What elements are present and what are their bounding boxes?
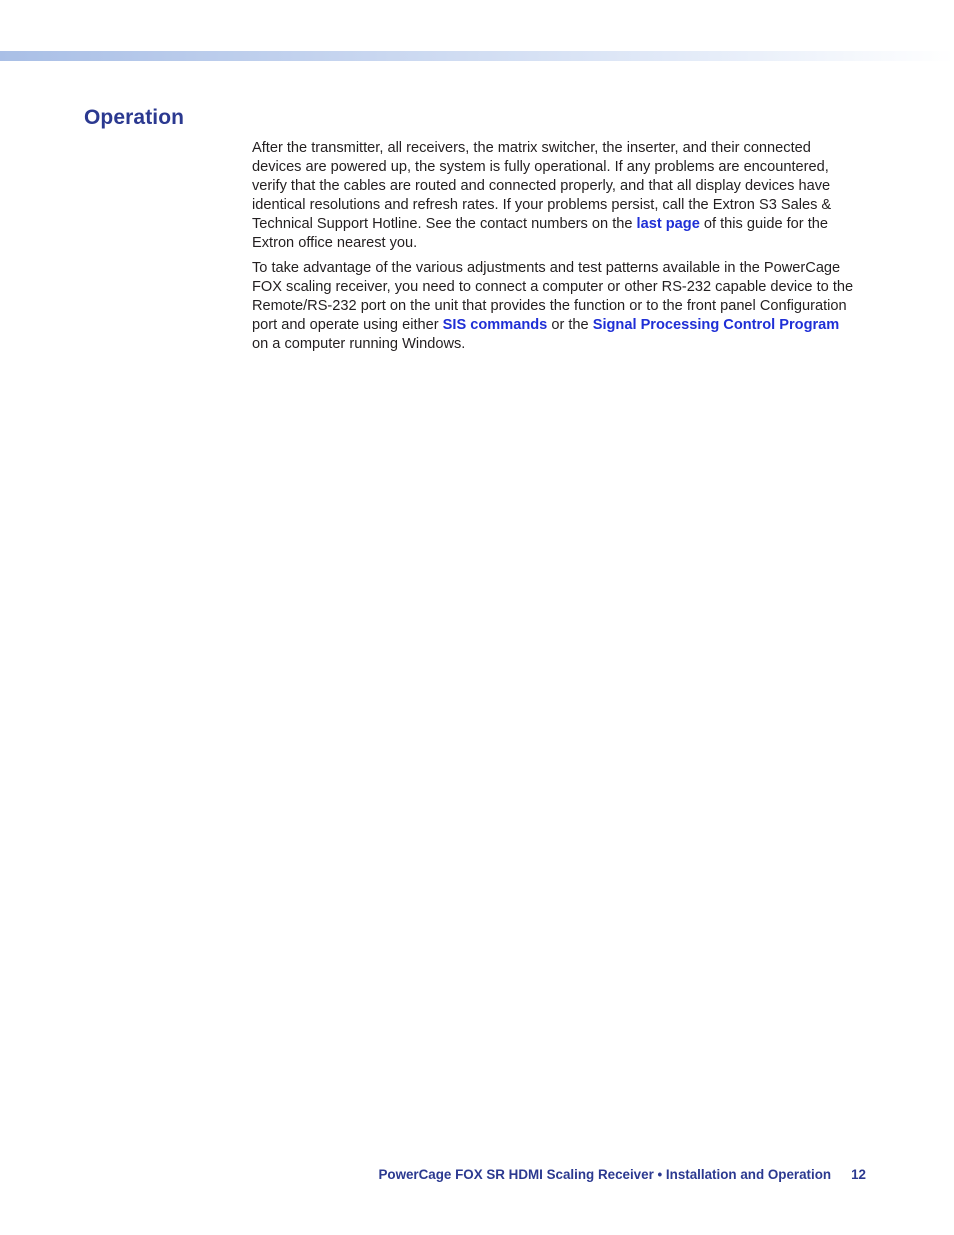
- header-gradient-bar: [0, 51, 954, 61]
- body-content: [252, 139, 858, 361]
- paragraph-operational: [252, 139, 858, 252]
- signal-processing-control-program-link[interactable]: Signal Processing Control Program: [592, 317, 840, 334]
- paragraph-2-text-middle: or the: [547, 317, 593, 334]
- paragraph-2-text-start: To take advantage of the various adjustments and test patterns available in the PowerCage FOX scaling receiver, you need to connect a computer or other RS-232 capable device to the Remote/RS-232 port on the unit that provides the function or to the front panel Configuration port and operate using either: [252, 260, 854, 334]
- sis-commands-link[interactable]: SIS commands: [442, 317, 548, 334]
- last-page-link[interactable]: last page: [636, 215, 700, 232]
- paragraph-2-text-end: on a computer running Windows.: [252, 336, 466, 353]
- footer-page-number: 12: [851, 1167, 866, 1182]
- paragraph-1-text-end: of this guide for the Extron office nearest you.: [252, 215, 828, 251]
- footer-document-title: PowerCage FOX SR HDMI Scaling Receiver • Installation and Operation: [378, 1167, 832, 1182]
- section-heading: Operation: [84, 106, 185, 129]
- page-footer: [378, 1167, 866, 1182]
- paragraph-adjustments: [252, 259, 858, 354]
- paragraph-1-text-start: After the transmitter, all receivers, the matrix switcher, the inserter, and their connected devices are powered up, the system is fully operational. If any problems are encountered, verify that the cables are routed and connected properly, and that all display devices have identical resolutions and refresh rates. If your problems persist, call the Extron S3 Sales & Technical Support Hotline. See the contact numbers on the: [252, 140, 832, 232]
